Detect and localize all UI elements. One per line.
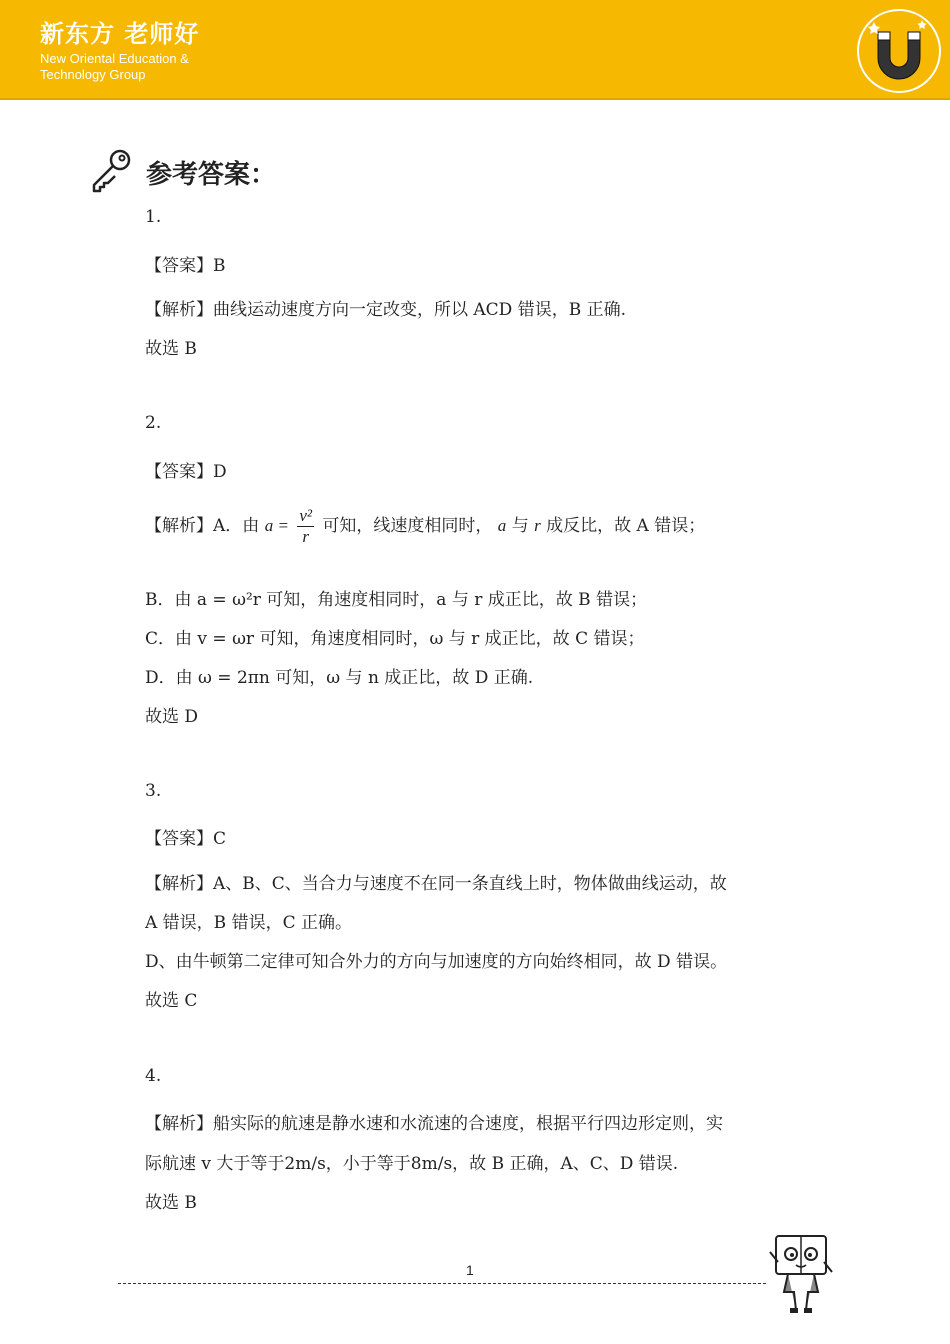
q1-analysis: 【解析】曲线运动速度方向一定改变，所以 ACD 错误，B 正确. <box>145 300 627 320</box>
q1-number: 1. <box>145 207 162 227</box>
q3-analysis-line1: 【解析】A、B、C、当合力与速度不在同一条直线上时，物体做曲线运动，故 <box>145 874 727 894</box>
page-header <box>0 0 950 100</box>
q2-a-numerator: v² <box>299 506 312 525</box>
q2-choose: 故选 D <box>145 707 199 727</box>
q2-a-formula-lhs: a = <box>264 516 289 535</box>
q4-analysis-line1: 【解析】船实际的航速是静水速和水流速的合速度，根据平行四边形定则，实 <box>145 1114 723 1134</box>
q2-a-mid: 与 <box>511 516 529 536</box>
q4-analysis-line2: 际航速 v 大于等于2m/s，小于等于8m/s，故 B 正确，A、C、D 错误. <box>145 1154 679 1174</box>
q2-a-var1: a <box>497 516 507 535</box>
q2-analysis-b: B．由 a = ω²r 可知，角速度相同时，a 与 r 成正比，故 B 错误； <box>145 590 648 610</box>
q2-analysis-d: D．由 ω = 2πn 可知，ω 与 n 成正比，故 D 正确. <box>145 668 534 688</box>
q3-answer: 【答案】C <box>145 829 227 849</box>
q2-a-prefix: 【解析】A．由 <box>145 516 260 536</box>
key-icon <box>88 146 136 194</box>
q4-choose: 故选 B <box>145 1193 197 1213</box>
brand-subtitle-line2: Technology Group <box>40 67 146 82</box>
q2-number: 2. <box>145 413 162 433</box>
q3-choose: 故选 C <box>145 991 198 1011</box>
brand-name: 新东方 老师好 <box>40 20 200 48</box>
brand-subtitle-line1: New Oriental Education & <box>40 51 189 66</box>
q3-number: 3. <box>145 781 162 801</box>
q2-a-end: 成反比，故 A 错误； <box>546 516 706 536</box>
q2-answer: 【答案】D <box>145 462 227 482</box>
q4-number: 4. <box>145 1066 162 1086</box>
page-number: 1 <box>466 1262 474 1278</box>
q2-analysis-a <box>145 506 705 547</box>
q2-a-var2: r <box>534 516 541 535</box>
q1-choose: 故选 B <box>145 339 197 359</box>
footer-divider <box>118 1283 766 1284</box>
q1-answer: 【答案】B <box>145 256 226 276</box>
q2-analysis-c: C．由 v = ωr 可知，角速度相同时，ω 与 r 成正比，故 C 错误； <box>145 629 645 649</box>
q3-analysis-line2: A 错误，B 错误，C 正确。 <box>145 913 352 933</box>
book-mascot-icon <box>766 1232 836 1316</box>
magnet-logo-icon <box>856 8 942 94</box>
section-title: 参考答案： <box>146 160 277 190</box>
q2-a-fraction <box>297 506 314 547</box>
q2-a-suffix: 可知，线速度相同时， <box>322 516 493 536</box>
q3-analysis-line3: D、由牛顿第二定律可知合外力的方向与加速度的方向始终相同，故 D 错误。 <box>145 952 728 972</box>
q2-a-denominator: r <box>302 527 309 546</box>
